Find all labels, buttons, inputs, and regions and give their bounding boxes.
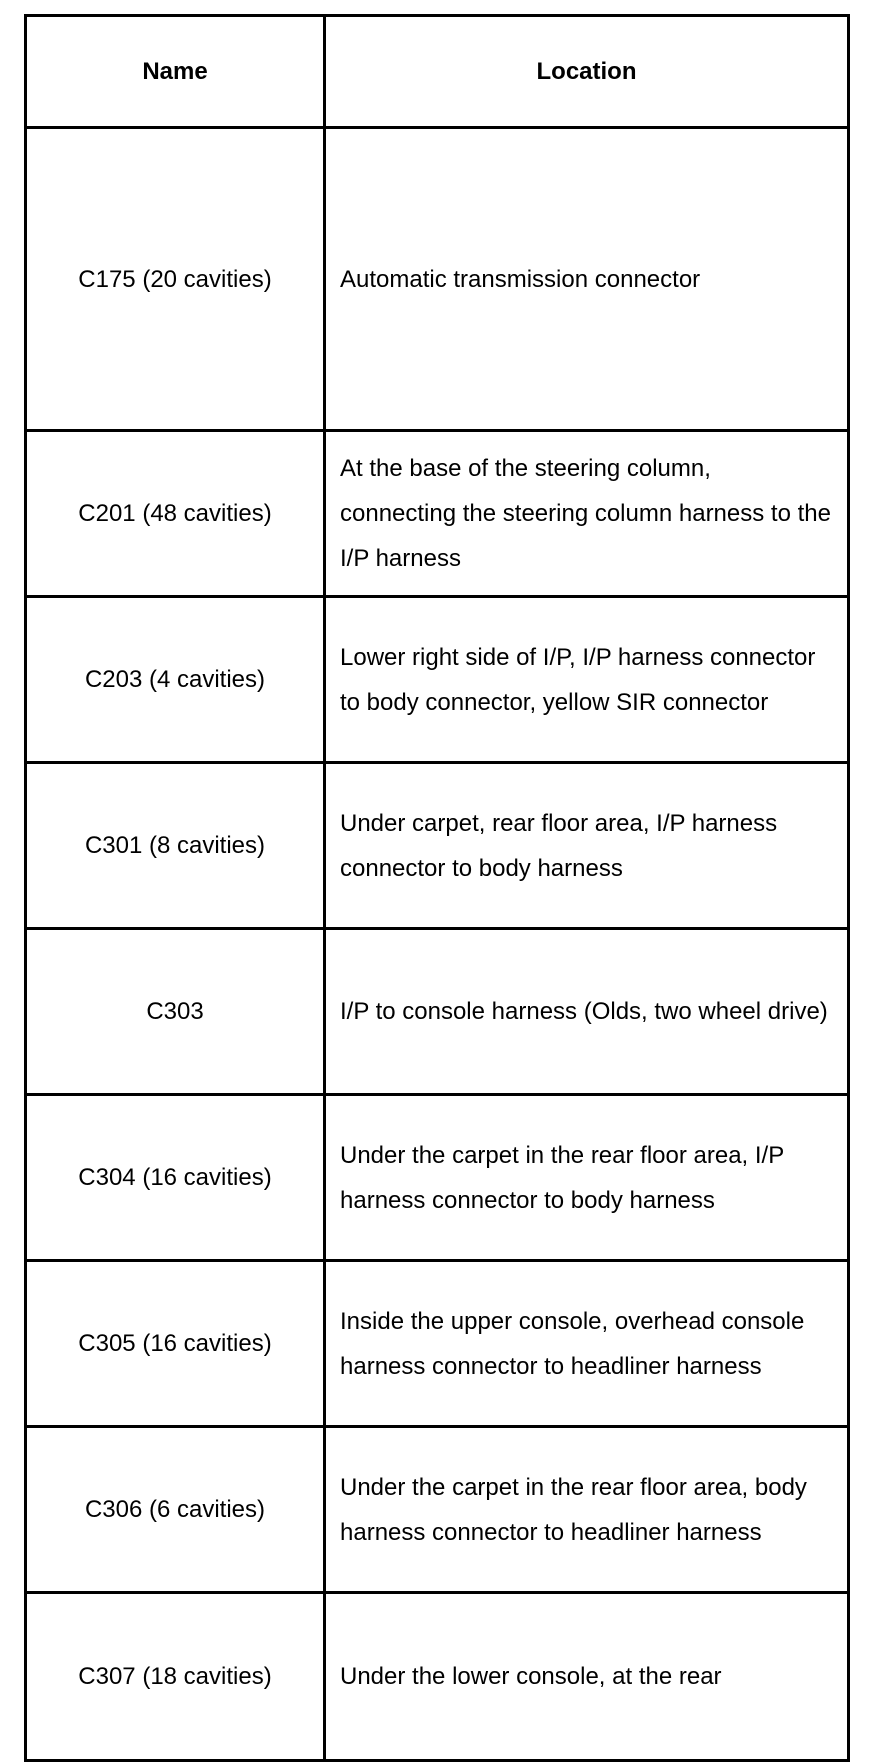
- connector-location-table: [24, 14, 850, 1762]
- table-row: [26, 1593, 849, 1761]
- connector-name-cell: C203 (4 cavities): [26, 597, 325, 763]
- connector-location-cell: At the base of the steering column, connecting the steering column harness to the I/P harness: [325, 431, 849, 597]
- connector-name-cell: C201 (48 cavities): [26, 431, 325, 597]
- connector-location-cell: I/P to console harness (Olds, two wheel drive): [325, 929, 849, 1095]
- table-row: [26, 128, 849, 431]
- connector-location-cell: Automatic transmission connector: [325, 128, 849, 431]
- connector-name-cell: C306 (6 cavities): [26, 1427, 325, 1593]
- header-name: Name: [26, 16, 325, 128]
- connector-name-cell: C175 (20 cavities): [26, 128, 325, 431]
- connector-name-cell: C305 (16 cavities): [26, 1261, 325, 1427]
- table-row: [26, 431, 849, 597]
- table-row: [26, 929, 849, 1095]
- table-header-row: [26, 16, 849, 128]
- connector-location-cell: Under the carpet in the rear floor area, body harness connector to headliner harness: [325, 1427, 849, 1593]
- connector-name-cell: C301 (8 cavities): [26, 763, 325, 929]
- table-row: [26, 1427, 849, 1593]
- table-row: [26, 763, 849, 929]
- connector-location-cell: Under carpet, rear floor area, I/P harness connector to body harness: [325, 763, 849, 929]
- connector-location-cell: Inside the upper console, overhead console harness connector to headliner harness: [325, 1261, 849, 1427]
- connector-location-cell: Under the carpet in the rear floor area, I/P harness connector to body harness: [325, 1095, 849, 1261]
- connector-table-container: [24, 14, 850, 1762]
- table-row: [26, 1261, 849, 1427]
- connector-name-cell: C304 (16 cavities): [26, 1095, 325, 1261]
- connector-location-cell: Under the lower console, at the rear: [325, 1593, 849, 1761]
- table-row: [26, 597, 849, 763]
- connector-name-cell: C303: [26, 929, 325, 1095]
- connector-location-cell: Lower right side of I/P, I/P harness connector to body connector, yellow SIR connector: [325, 597, 849, 763]
- connector-name-cell: C307 (18 cavities): [26, 1593, 325, 1761]
- header-location: Location: [325, 16, 849, 128]
- table-row: [26, 1095, 849, 1261]
